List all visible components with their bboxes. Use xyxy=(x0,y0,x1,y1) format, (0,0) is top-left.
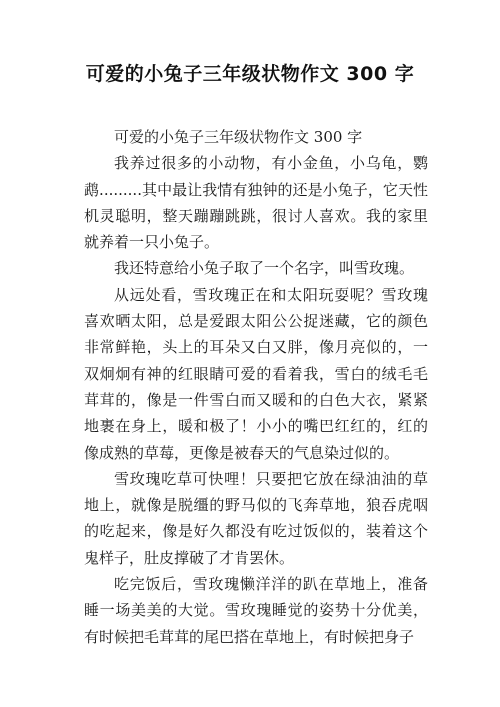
document-body xyxy=(84,124,428,650)
paragraph-2: 我还特意给小兔子取了一个名字，叫雪玫瑰。 xyxy=(114,259,415,278)
document-title: 可爱的小兔子三年级状物作文 300 字 xyxy=(85,63,415,85)
paragraph-5: 吃完饭后，雪玫瑰懒洋洋的趴在草地上，准备睡一场美美的大觉。雪玫瑰睡觉的姿势十分优美，有时候把毛茸茸的尾巴搭在草地上，有时候把身子 xyxy=(84,575,428,646)
paragraph-4: 雪玫瑰吃草可快哩！只要把它放在绿油油的草地上，就像是脱缰的野马似的飞奔草地，狼吞虎咽的吃起来，像是好久都没有吃过饭似的，装着这个鬼样子，肚皮撑破了才肯罢休。 xyxy=(84,469,428,567)
essay-subheading: 可爱的小兔子三年级状物作文 300 字 xyxy=(114,128,363,146)
paragraph-1: 我养过很多的小动物，有小金鱼，小乌龟，鹦鹉.........其中最让我情有独钟的还是小兔子，它天性机灵聪明，整天蹦蹦跳跳，很讨人喜欢。我的家里就养着一只小兔子。 xyxy=(84,154,428,252)
paragraph-3: 从远处看，雪玫瑰正在和太阳玩耍呢？雪玫瑰喜欢晒太阳，总是爱跟太阳公公捉迷藏，它的颜色非常鲜艳，头上的耳朵又白又胖，像月亮似的，一双炯炯有神的红眼睛可爱的看着我，雪白的绒毛毛茸茸的，像是一件雪白而又暖和的白色大衣，紧紧地裹在身上，暖和极了！小小的嘴巴红红的，红的像成熟的草莓，更像是被春天的气息染过似的。 xyxy=(84,285,428,462)
